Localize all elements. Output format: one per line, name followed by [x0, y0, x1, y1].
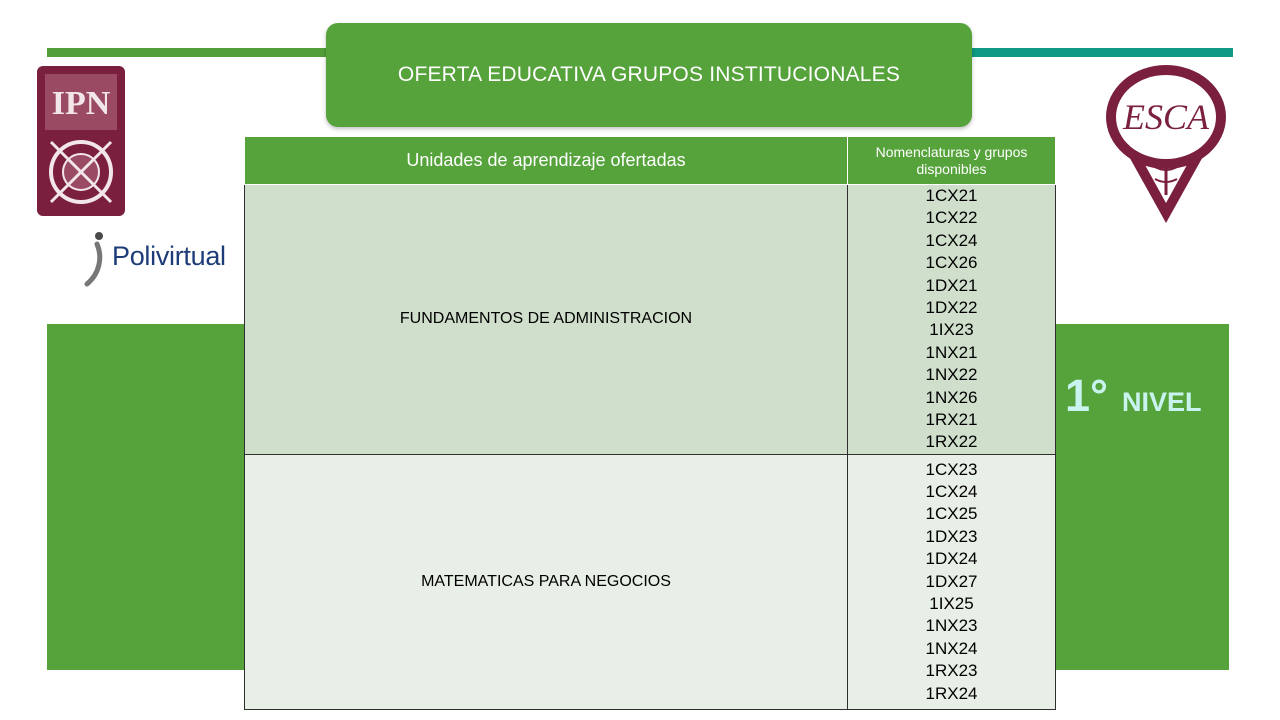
- group-code: 1NX24: [925, 638, 978, 658]
- group-code: 1NX26: [925, 387, 978, 407]
- group-code: 1NX21: [925, 342, 978, 362]
- group-code: 1CX24: [925, 230, 978, 250]
- unit-name: MATEMATICAS PARA NEGOCIOS: [245, 454, 848, 709]
- level-number: 1°: [1065, 370, 1109, 421]
- green-band-left: [47, 324, 245, 670]
- group-code: 1CX24: [925, 482, 978, 502]
- polivirtual-label: Polivirtual: [112, 241, 226, 271]
- group-codes-cell: [848, 185, 1056, 455]
- header-rule-right: [965, 48, 1233, 57]
- group-code: 1DX21: [925, 275, 978, 295]
- table-header-row: [245, 137, 1056, 185]
- group-code: 1RX21: [925, 410, 978, 430]
- level-word: NIVEL: [1122, 387, 1202, 417]
- svg-text:ESCA: ESCA: [1123, 97, 1209, 137]
- group-codes-cell: [848, 454, 1056, 709]
- level-badge: [1065, 370, 1225, 430]
- group-code: 1DX22: [925, 298, 978, 318]
- group-code: 1NX22: [925, 365, 978, 385]
- group-code: 1RX24: [925, 683, 978, 703]
- group-code: 1DX23: [925, 526, 978, 546]
- offer-table: [244, 136, 1056, 710]
- group-code: 1RX23: [925, 661, 978, 681]
- svg-text:IPN: IPN: [51, 85, 111, 122]
- group-code: 1DX27: [925, 571, 978, 591]
- group-code: 1CX25: [925, 504, 978, 524]
- groups-column-header: Nomenclaturas y grupos disponibles: [848, 137, 1056, 185]
- group-code: 1CX22: [925, 208, 978, 228]
- group-code: 1DX24: [925, 549, 978, 569]
- page-title: OFERTA EDUCATIVA GRUPOS INSTITUCIONALES: [397, 63, 901, 86]
- unit-name: FUNDAMENTOS DE ADMINISTRACION: [245, 185, 848, 455]
- units-column-header: Unidades de aprendizaje ofertadas: [245, 137, 848, 185]
- group-code: 1CX23: [925, 459, 978, 479]
- group-code: 1IX25: [929, 594, 974, 614]
- esca-logo: [1103, 63, 1229, 225]
- table-row: [245, 185, 1056, 455]
- ipn-logo: [29, 62, 133, 228]
- group-code: 1RX22: [925, 432, 978, 452]
- header-rule-left: [47, 48, 337, 57]
- group-code: 1CX26: [925, 253, 978, 273]
- table-row: [245, 454, 1056, 709]
- group-code: 1IX23: [929, 320, 974, 340]
- group-code: 1CX21: [925, 186, 978, 205]
- group-code: 1NX23: [925, 616, 978, 636]
- page-title-banner: [326, 23, 972, 127]
